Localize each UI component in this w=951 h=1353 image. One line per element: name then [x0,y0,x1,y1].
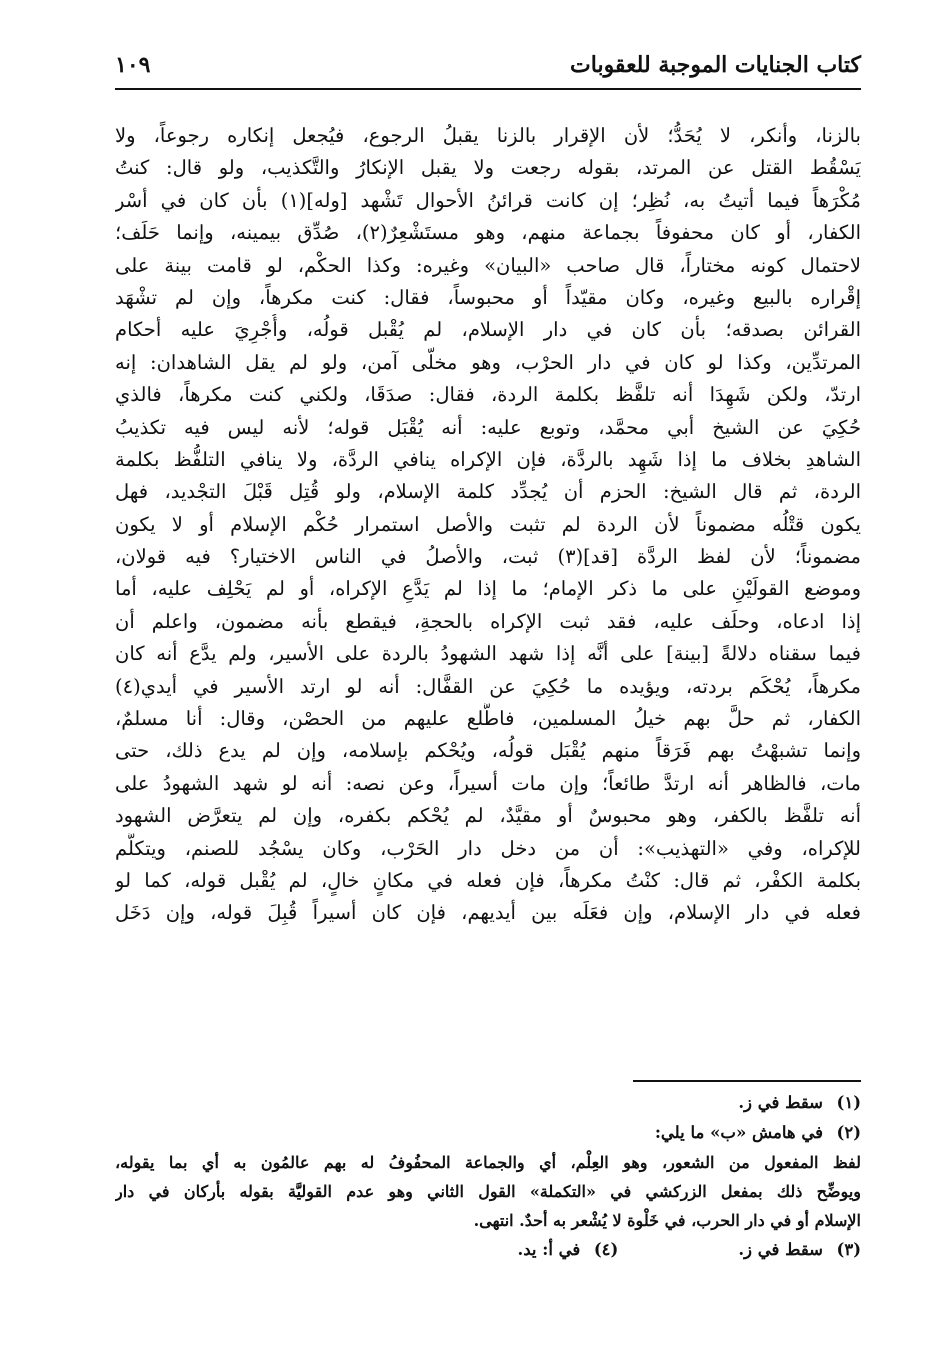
book-page [115,40,861,1330]
footnote-2 [115,1118,861,1148]
text-line: للإكراه، وفي «التهذيب»: أن من دخل دار الحَرْب، وكان يسْجُد للصنم، ويتكلَّم [115,836,861,860]
text-line: فيما سقناه دلالةً [بينة] على أنَّه إذا شهد الشهودُ بالردة على الأسير، ولم يدَّع أنه كان [115,642,861,666]
text-line: الكفار، ثم حلَّ بهم خيلُ المسلمين، فاطَّلع عليهم من الحصْن، وقال: أنا مسلمٌ، [115,707,861,731]
main-text [115,120,861,930]
text-line: يكون قتْلُه مضموناً لأن الردة لم تثبت والأصل استمرار حُكْم الإسلام أو لا يكون [115,512,861,536]
footnote-text: سقط في ز. [738,1240,823,1259]
text-line: حُكِيَ عن الشيخ أبي محمَّد، وتوبع عليه: أنه يُقْبَل قوله؛ لأنه ليس فيه تكذيبُ [115,415,861,439]
text-line: الكفار، أو كان محفوفاً بجماعة منهم، وهو مستَشْعِرٌ(٢)، صُدِّق بيمينه، وإنما حَلَف؛ [115,221,861,245]
text-line: أنه تلفَّظ بالكفر، وهو محبوسٌ أو مقيَّدٌ، لم يُحْكم بكفره، وإن لم يتعرَّض الشهود [115,804,861,828]
text-line: إقْراره بالبيع وغيره، وكان مقيّداً أو محبوساً، فقال: كنت مكرهاً، وإن لم تشْهَد [115,285,861,309]
footnote-number: (١) [836,1093,861,1112]
footnote-number: (٤) [593,1240,619,1259]
footnote-text: في أ: يد. [517,1240,581,1259]
text-line: المرتدِّين، وكذا لو كان في دار الحرْب، وهو مخلّى آمن، ولو لم يقل الشاهدان: إنه [115,350,861,374]
quote-line: ويوضِّح ذلك بمفعل الزركشي في «التكملة» القول الثاني وهو عدم القوليَّة بقوله بأركان في دار [115,1182,861,1201]
text-line: يَسْقُط القتل عن المرتد، بقوله رجعت ولا يقبل الإنكارُ والتَّكذيب، ولو قال: كنتُ [115,156,861,180]
footnote-separator [633,1080,861,1082]
text-line: ارتدّ، ولكن شَهِدَا أنه تلفَّظ بكلمة الردة، فقال: صدَقَا، ولكني كنت مكرهاً، فالذي [115,383,861,407]
text-line: الردة، ثم قال الشيخ: الحزم أن يُجدِّد كلمة الإسلام، ولو قُتِل قَبْلَ التجْديد، فهل [115,480,861,504]
footnote-quote [115,1148,861,1235]
running-title: كتاب الجنايات الموجبة للعقوبات [570,52,861,78]
text-line: مات، فالظاهر أنه ارتدَّ طائعاً؛ وإن مات أسيراً، وعن نصه: أنه لو شهد الشهودُ على [115,771,861,795]
page-number: ١٠٩ [115,52,151,78]
footnote-text: في هامش «ب» ما يلي: [654,1123,823,1142]
quote-line: الإسلام أو في دار الحرب، في خَلْوة لا يُشْعر به أحدٌ. انتهى. [473,1211,861,1230]
footnote-number: (٣) [836,1240,861,1259]
footnote-text: سقط في ز. [738,1093,823,1112]
text-line: وموضع القولَيْنِ على ما ذكر الإمام؛ ما إذا لم يَدَّعِ الإكراه، أو لم يَحْلِف عليه، أما [115,577,861,601]
text-line: مضموناً؛ لأن لفظ الردَّة [قد](٣) ثبت، والأصلُ في الناس الاختيار؟ فيه قولان، [115,545,861,569]
text-line: وإنما تشبهْتُ بهم فَرَقاً منهم يُقْبَل قولُه، ويُحْكم بإسلامه، وإن لم يدع ذلك، حتى [115,739,861,763]
footnote-row [115,1235,861,1265]
footnote-1 [115,1088,861,1118]
text-line: الشاهدِ بخلاف ما إذا شَهِد بالردَّة، فإن الإكراه ينافي الردَّة، ولا ينافي التلفُّظ بكلمة [115,447,861,471]
text-line: بالزنا، وأنكر، لا يُحَدُّ؛ لأن الإقرار بالزنا يقبلُ الرجوع، فيُجعل إنكاره رجوعاً، ولا [115,124,861,147]
text-line: إذا ادعاه، وحلَف عليه، فقد ثبت الإكراه بالحجةِ، فيقطع بأنه مضمون، واعلم أن [115,609,861,633]
footnote-number: (٢) [836,1123,861,1142]
text-line: القرائن بصدقه؛ بأن كان في دار الإسلام، لم يُقْبل قولُه، وأُجْرِيَ عليه أحكام [115,318,861,342]
text-line: مكرهاً، يُحْكَم بردته، ويؤيده ما حُكِيَ عن القفَّال: أنه لو ارتد الأسير في أيدي(٤) [115,674,861,698]
quote-line: لفظ المفعول من الشعور، وهو العِلْم، أي والجماعة المحفُوفُ له بهم عالمُون به أي بما يقوله، [115,1153,861,1172]
text-line: فعله في دار الإسلام، وإن فعَلَه بين أيديهم، فإن كان أسيراً قُبِلَ قوله، وإن دَخَل [115,901,861,925]
text-line: بكلمة الكفْر، ثم قال: كنْتُ مكرهاً، فإن فعله في مكانٍ خالٍ، لم يُقْبل قوله، كما لو [115,868,861,892]
running-header [115,52,861,90]
footnotes [115,1088,861,1265]
text-line: لاحتمال كونه مختاراً، قال صاحب «البيان» وغيره: وكذا الحكْم، لو قامت بينة على [115,253,861,277]
text-line: مُكْرَهاً فيما أتيتُ به، نُظِر؛ إن كانت قرائنُ الأحوال تَشْهد [وله](١) بأن كان في أسْر [115,188,861,212]
